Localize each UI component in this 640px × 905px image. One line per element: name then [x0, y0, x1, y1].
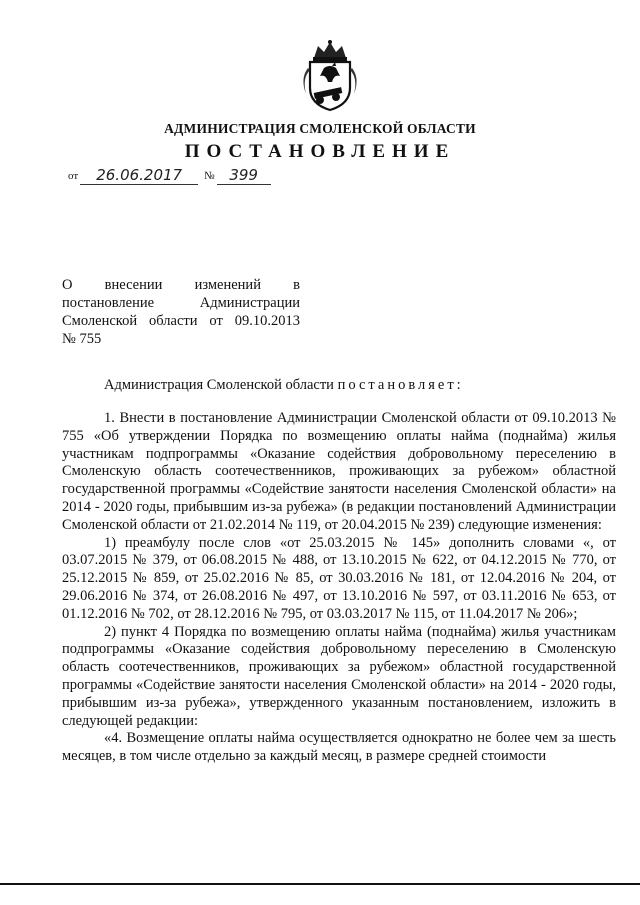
document-body	[62, 410, 616, 766]
document-date: 26.06.2017	[80, 166, 198, 185]
preamble	[104, 377, 464, 394]
coat-of-arms-emblem	[290, 38, 370, 118]
number-prefix: №	[204, 170, 215, 182]
body-paragraph: 2) пункт 4 Порядка по возмещению оплаты найма (поднайма) жилья участникам подпрограммы «Оказание содействия добровольному переселению в Смоленскую область соотечественников, проживающих за рубежом» областной государственной программы «Содействие занятости населения Смоленской области» на 2014 - 2020 годы, прибывшим из-за рубежа», утвержденного указанным постановлением, изложить в следующей редакции:	[62, 623, 616, 729]
bottom-rule	[0, 883, 640, 885]
date-number-line	[68, 166, 271, 185]
organization-title: АДМИНИСТРАЦИЯ СМОЛЕНСКОЙ ОБЛАСТИ	[164, 121, 476, 136]
preamble-verb: постановляет:	[337, 377, 464, 393]
document-number: 399	[217, 166, 271, 185]
subject-line: О внесении изменений в	[62, 277, 300, 293]
subject-line: № 755	[62, 331, 102, 347]
date-prefix: от	[68, 170, 79, 182]
body-paragraph: 1. Внести в постановление Администрации Смоленской области от 09.10.2013 № 755 «Об утверждении Порядка по возмещению оплаты найма (поднайма) жилья участникам подпрограммы «Оказание содействия добровольному переселению в Смоленскую область соотечественников, проживающих за рубежом» областной государственной программы «Содействие занятости населения Смоленской области» на 2014 - 2020 годы, прибывшим из-за рубежа» (в редакции постановлений Администрации Смоленской области от 21.02.2014 № 119, от 20.04.2015 № 239) следующие изменения:	[62, 410, 616, 533]
body-paragraph: «4. Возмещение оплаты найма осуществляется однократно не более чем за шесть месяцев, в том числе отдельно за каждый месяц, в размере средней стоимости	[62, 730, 616, 765]
document-type: ПОСТАНОВЛЕНИЕ	[184, 141, 456, 162]
subject-line: постановление Администрации	[62, 295, 300, 311]
subject-line: Смоленской области от 09.10.2013	[62, 313, 300, 329]
body-paragraph: 1) преамбулу после слов «от 25.03.2015 № 145» дополнить словами «, от 03.07.2015 № 379, от 06.08.2015 № 488, от 13.10.2015 № 622, от 04.12.2015 № 770, от 25.12.2015 № 859, от 25.02.2016 № 85, от 30.03.2016 № 181, от 12.04.2016 № 204, от 29.06.2016 № 374, от 26.08.2016 № 497, от 13.10.2016 № 597, от 03.11.2016 № 653, от 01.12.2016 № 702, от 28.12.2016 № 795, от 03.03.2017 № 115, от 11.04.2017 № 206»;	[62, 534, 616, 622]
preamble-lead: Администрация Смоленской области	[104, 377, 334, 393]
subject-block	[62, 276, 300, 348]
